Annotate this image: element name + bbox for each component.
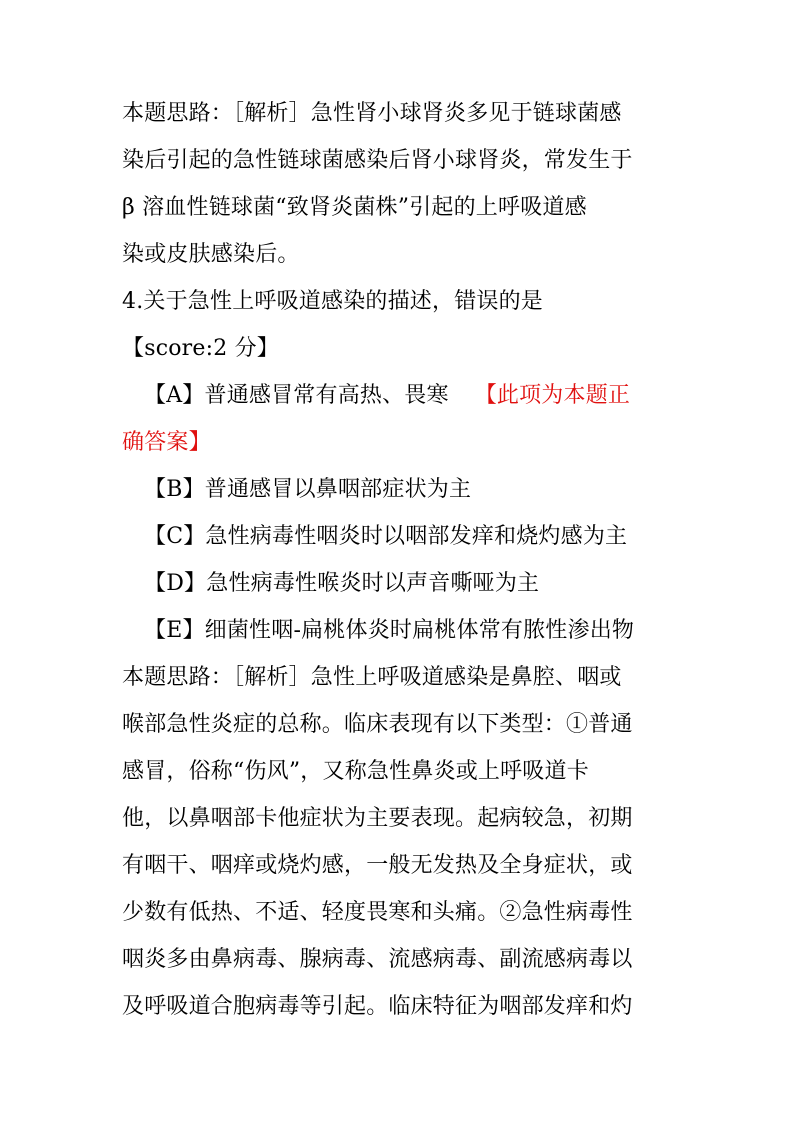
option-a-text: 【A】普通感冒常有高热、畏寒 [144,383,449,408]
prev-explanation-line-2: 染后引起的急性链球菌感染后肾小球肾炎，常发生于 [122,148,633,173]
question-stem: 4.关于急性上呼吸道感染的描述，错误的是 [122,289,543,314]
prev-explanation-line-1: 本题思路：［解析］急性肾小球肾炎多见于链球菌感 [122,101,622,126]
prev-explanation-line-3: β 溶血性链球菌“致肾炎菌株”引起的上呼吸道感 [122,195,587,220]
option-d: 【D】急性病毒性喉炎时以声音嘶哑为主 [144,571,540,596]
explanation-line-5: 有咽干、咽痒或烧灼感，一般无发热及全身症状，或 [122,853,633,878]
option-a [122,372,682,419]
explanation-line-2: 喉部急性炎症的总称。临床表现有以下类型：①普通 [122,712,633,737]
correct-answer-mark-continued: 确答案】 [122,430,211,455]
correct-answer-mark: 【此项为本题正 [474,383,631,408]
prev-explanation-line-4: 染或皮肤感染后。 [122,242,300,267]
explanation-line-8: 及呼吸道合胞病毒等引起。临床特征为咽部发痒和灼 [122,994,633,1019]
document-body [122,90,682,1030]
explanation-line-6: 少数有低热、不适、轻度畏寒和头痛。②急性病毒性 [122,900,633,925]
explanation-line-7: 咽炎多由鼻病毒、腺病毒、流感病毒、副流感病毒以 [122,947,633,972]
explanation-line-4: 他，以鼻咽部卡他症状为主要表现。起病较急，初期 [122,806,633,831]
option-b: 【B】普通感冒以鼻咽部症状为主 [144,477,472,502]
explanation-line-1: 本题思路：［解析］急性上呼吸道感染是鼻腔、咽或 [122,665,622,690]
option-e: 【E】细菌性咽-扁桃体炎时扁桃体常有脓性渗出物 [144,618,635,643]
question-score: 【score:2 分】 [122,336,279,361]
option-c: 【C】急性病毒性咽炎时以咽部发痒和烧灼感为主 [144,524,628,549]
explanation-line-3: 感冒，俗称“伤风”，又称急性鼻炎或上呼吸道卡 [122,759,589,784]
